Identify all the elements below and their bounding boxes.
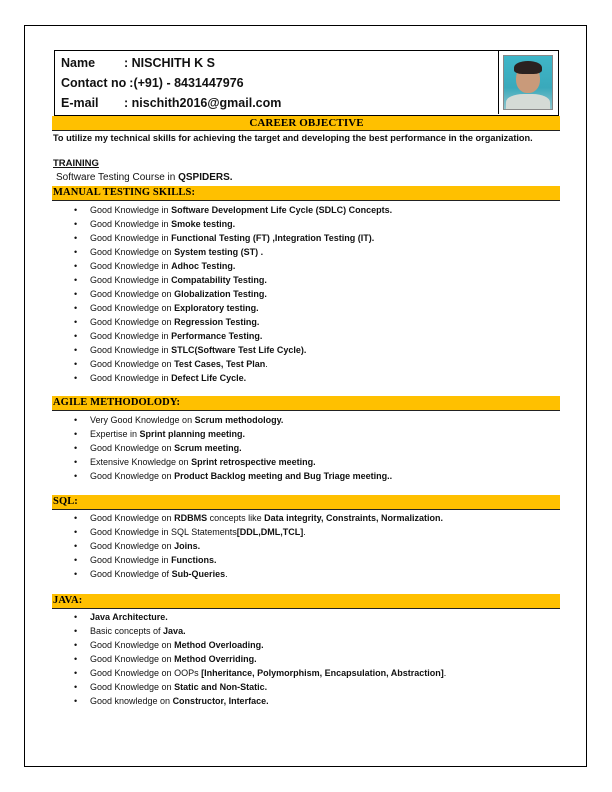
bullet-icon: • (74, 247, 78, 257)
skill-item (74, 371, 392, 385)
skill-item (74, 329, 392, 343)
skill-keyword: Product Backlog meeting and Bug Triage meeting.. (174, 471, 393, 481)
photo-shirt-shape (506, 94, 550, 110)
skill-item (74, 315, 392, 329)
bullet-icon: • (74, 331, 78, 341)
manual-testing-list (74, 203, 392, 385)
skill-text: Very Good Knowledge on (90, 415, 195, 425)
skill-item (74, 259, 392, 273)
contact-header (54, 50, 559, 116)
skill-keyword: [Inheritance, Polymorphism, Encapsulation, Abstraction] (201, 668, 444, 678)
career-objective-heading: CAREER OBJECTIVE (52, 116, 560, 131)
skill-text: Good Knowledge in (90, 275, 172, 285)
skill-keyword: Functions. (171, 555, 217, 565)
skill-item (74, 680, 446, 694)
skill-item (74, 287, 392, 301)
profile-photo (503, 55, 553, 110)
skill-keyword: Joins. (174, 541, 201, 551)
section-heading-java: JAVA: (52, 594, 560, 609)
bullet-icon: • (74, 373, 78, 383)
skill-text: Good Knowledge in (90, 373, 172, 383)
skill-keyword: [DDL,DML,TCL] (236, 527, 304, 537)
skill-text: Good Knowledge on (90, 541, 175, 551)
skill-item (74, 301, 392, 315)
bullet-icon: • (74, 640, 78, 650)
skill-item (74, 539, 443, 553)
bullet-icon: • (74, 415, 78, 425)
skill-item (74, 413, 392, 427)
bullet-icon: • (74, 205, 78, 215)
skill-keyword: Method Overriding. (174, 654, 257, 664)
skill-keyword: Exploratory testing. (174, 303, 259, 313)
email-row (61, 93, 281, 113)
skill-keyword: Data integrity, Constraints, Normalization. (264, 513, 443, 523)
skill-keyword: Compatability Testing. (171, 275, 267, 285)
email-value: : nischith2016@gmail.com (124, 96, 282, 110)
skill-text: Good Knowledge of (90, 569, 172, 579)
bullet-icon: • (74, 359, 78, 369)
sql-list (74, 511, 443, 581)
bullet-icon: • (74, 289, 78, 299)
skill-item (74, 427, 392, 441)
skill-item (74, 231, 392, 245)
skill-text: Good Knowledge in (90, 261, 172, 271)
skill-keyword: Test Cases, Test Plan (174, 359, 266, 369)
skill-keyword: Java. (163, 626, 186, 636)
skill-keyword: Globalization Testing. (174, 289, 267, 299)
skill-text: Good knowledge on (90, 696, 173, 706)
skill-item (74, 694, 446, 708)
name-row (61, 53, 281, 73)
skill-text: Good Knowledge in (90, 219, 172, 229)
bullet-icon: • (74, 317, 78, 327)
skill-keyword: Performance Testing. (171, 331, 263, 341)
training-text-plain: Software Testing Course in (56, 172, 179, 183)
skill-text: Good Knowledge on (90, 289, 175, 299)
skill-keyword: Adhoc Testing. (171, 261, 236, 271)
skill-text: Expertise in (90, 429, 140, 439)
bullet-icon: • (74, 668, 78, 678)
agile-list (74, 413, 392, 483)
contact-row (61, 73, 281, 93)
skill-text: Good Knowledge in (90, 205, 172, 215)
training-heading: TRAINING (53, 158, 99, 169)
bullet-icon: • (74, 626, 78, 636)
skill-text: Basic concepts of (90, 626, 164, 636)
skill-keyword: Defect Life Cycle. (171, 373, 247, 383)
bullet-icon: • (74, 443, 78, 453)
skill-keyword: System testing (ST) . (174, 247, 264, 257)
skill-item (74, 217, 392, 231)
bullet-icon: • (74, 513, 78, 523)
bullet-icon: • (74, 527, 78, 537)
skill-item (74, 666, 446, 680)
contact-value: :(+91) - 8431447976 (129, 76, 244, 90)
skill-text: Good Knowledge in SQL Statements (90, 527, 237, 537)
photo-hair-shape (514, 61, 542, 74)
skill-text: Good Knowledge on (90, 359, 175, 369)
bullet-icon: • (74, 612, 78, 622)
skill-text: Good Knowledge on (90, 443, 175, 453)
skill-item (74, 553, 443, 567)
skill-item (74, 273, 392, 287)
bullet-icon: • (74, 471, 78, 481)
skill-text: Good Knowledge on (90, 513, 175, 523)
skill-keyword: Regression Testing. (174, 317, 260, 327)
bullet-icon: • (74, 275, 78, 285)
skill-text: Good Knowledge on (90, 640, 175, 650)
skill-item (74, 652, 446, 666)
skill-keyword: Static and Non-Static. (174, 682, 268, 692)
skill-text: Extensive Knowledge on (90, 457, 192, 467)
skill-text: Good Knowledge on (90, 247, 175, 257)
skill-text: Good Knowledge in (90, 555, 172, 565)
bullet-icon: • (74, 345, 78, 355)
skill-text: Good Knowledge on (90, 303, 175, 313)
skill-keyword: Sprint retrospective meeting. (191, 457, 316, 467)
skill-keyword: RDBMS (174, 513, 208, 523)
bullet-icon: • (74, 233, 78, 243)
skill-item (74, 624, 446, 638)
bullet-icon: • (74, 303, 78, 313)
skill-keyword: Method Overloading. (174, 640, 264, 650)
skill-keyword: Sub-Queries (171, 569, 226, 579)
skill-item (74, 567, 443, 581)
skill-text-tail: concepts like (207, 513, 265, 523)
skill-item (74, 610, 446, 624)
bullet-icon: • (74, 555, 78, 565)
skill-keyword: Java Architecture. (90, 612, 168, 622)
skill-item (74, 245, 392, 259)
skill-item (74, 525, 443, 539)
skill-text: Good Knowledge on OOPs (90, 668, 202, 678)
photo-cell (498, 51, 558, 114)
section-heading-sql: SQL: (52, 495, 560, 510)
bullet-icon: • (74, 429, 78, 439)
java-list (74, 610, 446, 708)
bullet-icon: • (74, 696, 78, 706)
skill-text-tail: . (303, 527, 306, 537)
skill-keyword: Sprint planning meeting. (139, 429, 246, 439)
training-institute: QSPIDERS. (178, 172, 233, 183)
skill-text: Good Knowledge on (90, 682, 175, 692)
skill-text: Good Knowledge on (90, 654, 175, 664)
bullet-icon: • (74, 682, 78, 692)
contact-info (61, 53, 281, 113)
skill-keyword: Scrum methodology. (194, 415, 284, 425)
skill-keyword: Software Development Life Cycle (SDLC) Concepts. (171, 205, 393, 215)
skill-item (74, 357, 392, 371)
skill-text-tail: . (225, 569, 228, 579)
skill-text: Good Knowledge in (90, 233, 172, 243)
email-label: E-mail (61, 96, 99, 110)
bullet-icon: • (74, 261, 78, 271)
skill-keyword: Functional Testing (FT) ,Integration Testing (IT). (171, 233, 375, 243)
skill-item (74, 441, 392, 455)
career-objective-text: To utilize my technical skills for achieving the target and developing the best performance in the organization. (53, 133, 533, 143)
section-heading-agile: AGILE METHODOLODY: (52, 396, 560, 411)
skill-item (74, 203, 392, 217)
skill-item (74, 455, 392, 469)
skill-keyword: Scrum meeting. (174, 443, 242, 453)
section-heading-manual-testing: MANUAL TESTING SKILLS: (52, 186, 560, 201)
skill-text: Good Knowledge in (90, 345, 172, 355)
bullet-icon: • (74, 569, 78, 579)
bullet-icon: • (74, 457, 78, 467)
skill-keyword: Smoke testing. (171, 219, 236, 229)
name-value: : NISCHITH K S (124, 56, 215, 70)
skill-item (74, 469, 392, 483)
skill-item (74, 638, 446, 652)
skill-item (74, 343, 392, 357)
skill-text: Good Knowledge on (90, 471, 175, 481)
skill-text-tail: . (443, 668, 447, 678)
bullet-icon: • (74, 654, 78, 664)
training-text (56, 172, 233, 183)
bullet-icon: • (74, 219, 78, 229)
contact-label: Contact no (61, 76, 127, 90)
skill-text: Good Knowledge on (90, 317, 175, 327)
skill-item (74, 511, 443, 525)
bullet-icon: • (74, 541, 78, 551)
skill-text-tail: . (265, 359, 268, 369)
skill-keyword: Constructor, Interface. (172, 696, 269, 706)
skill-text: Good Knowledge in (90, 331, 172, 341)
name-label: Name (61, 56, 96, 70)
skill-keyword: STLC(Software Test Life Cycle). (171, 345, 307, 355)
